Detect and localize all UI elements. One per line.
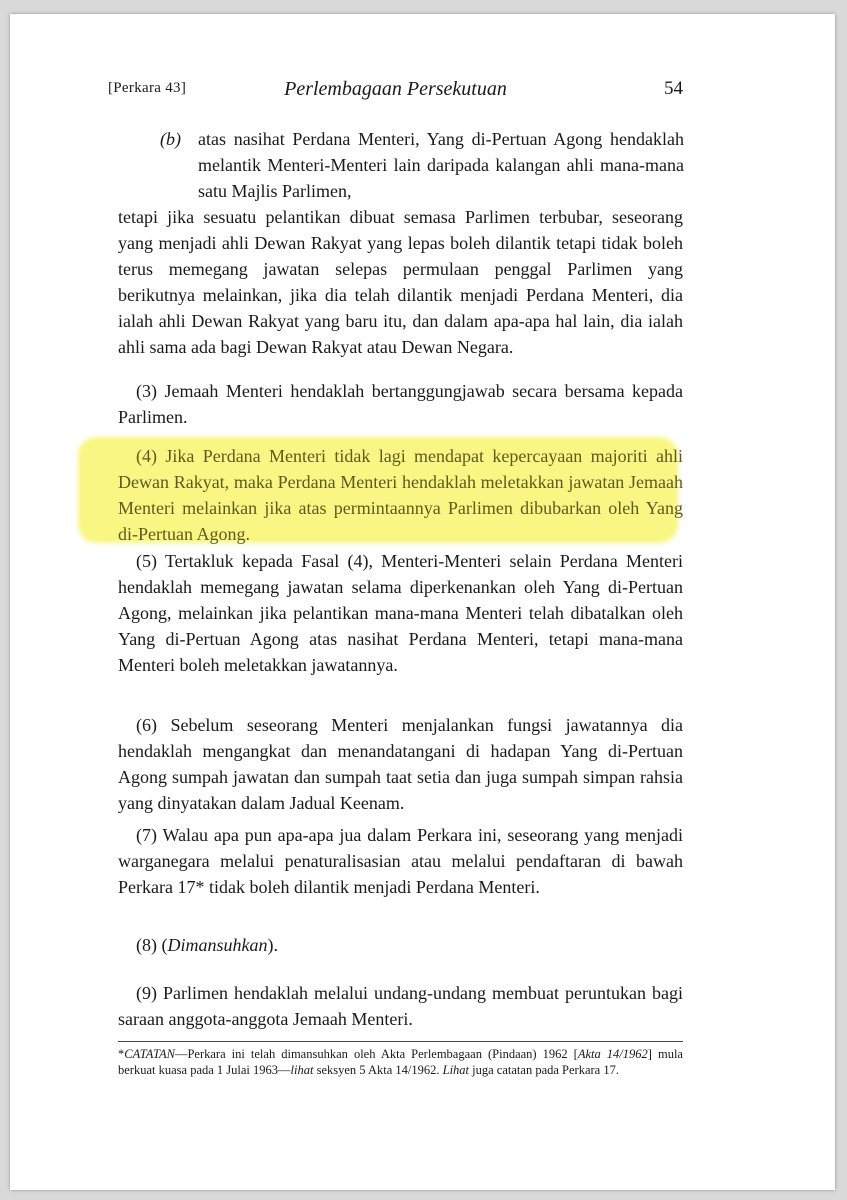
clause-8: (8) (Dimansuhkan). [136,935,278,955]
clause-8-text: Dimansuhkan [167,935,268,955]
footnote-lihat-1: lihat [290,1063,314,1077]
item-b-label: (b) [160,129,181,149]
footnote-label: CATATAN [124,1047,175,1061]
page-header [108,78,683,108]
footnote-text-3: seksyen 5 Akta 14/1962. [313,1063,443,1077]
clause-7: (7) Walau apa pun apa-apa jua dalam Perkara ini, seseorang yang menjadi warganegara melalui penaturalisasian atau melalui pendaftaran di bawah Perkara 17* tidak boleh dilantik menjadi Perdana Menteri. [118,825,683,897]
clause-6: (6) Sebelum seseorang Menteri menjalankan fungsi jawatannya dia hendaklah mengangkat dan menandatangani di hadapan Yang di-Pertuan Agong sumpah jawatan dan sumpah taat setia dan juga sumpah simpan rahsia yang dinyatakan dalam Jadual Keenam. [118,715,683,813]
footnote-lihat-2: Lihat [442,1063,470,1077]
proviso-paragraph: tetapi jika sesuatu pelantikan dibuat semasa Parlimen terbubar, seseorang yang menjadi ahli Dewan Rakyat yang lepas boleh dilantik tetapi tidak boleh terus memegang jawatan selepas permulaan penggal Parlimen yang berikutnya melainkan, jika dia telah dilantik menjadi Perdana Menteri, dia ialah ahli Dewan Rakyat yang baru itu, dan dalam apa-apa hal lain, dia ialah ahli sama ada bagi Dewan Rakyat atau Dewan Negara. [118,207,683,357]
footnote-divider [118,1041,683,1042]
page-number: 54 [664,78,683,99]
footnote-act-ref: Akta 14/1962 [577,1047,648,1061]
footnote-text-2: ] mula berkuat kuasa pada 1 Julai 1963— [118,1047,683,1077]
clause-8-number: (8) [136,935,157,955]
footnote-marker: * [118,1047,125,1061]
item-b-text: atas nasihat Perdana Menteri, Yang di-Pertuan Agong hendaklah melantik Menteri-Menteri lain daripada kalangan ahli mana-mana satu Majlis Parlimen, [198,129,684,201]
footnote-text-4: juga catatan pada Perkara 17. [469,1063,619,1077]
article-reference: [Perkara 43] [108,80,187,96]
clause-5: (5) Tertakluk kepada Fasal (4), Menteri-Menteri selain Perdana Menteri hendaklah memegang jawatan selama diperkenankan oleh Yang di-Pertuan Agong, melainkan jika pelantikan mana-mana Menteri telah dibatalkan oleh Yang di-Pertuan Agong atas nasihat Perdana Menteri, tetapi mana-mana Menteri boleh meletakkan jawatannya. [118,551,683,675]
footnote-text-1: —Perkara ini telah dimansuhkan oleh Akta Perlembagaan (Pindaan) 1962 [ [174,1047,578,1061]
clause-3: (3) Jemaah Menteri hendaklah bertanggungjawab secara bersama kepada Parlimen. [118,381,683,427]
clause-9: (9) Parlimen hendaklah melalui undang-undang membuat peruntukan bagi saraan anggota-anggota Jemaah Menteri. [118,983,683,1029]
clause-item-b [160,126,684,204]
running-title: Perlembagaan Persekutuan [284,78,507,100]
footnote [118,1046,683,1078]
clause-4-highlighted: (4) Jika Perdana Menteri tidak lagi mendapat kepercayaan majoriti ahli Dewan Rakyat, maka Perdana Menteri hendaklah meletakkan jawatan Jemaah Menteri melainkan jika atas permintaannya Parlimen dibubarkan oleh Yang di-Pertuan Agong. [118,446,683,544]
